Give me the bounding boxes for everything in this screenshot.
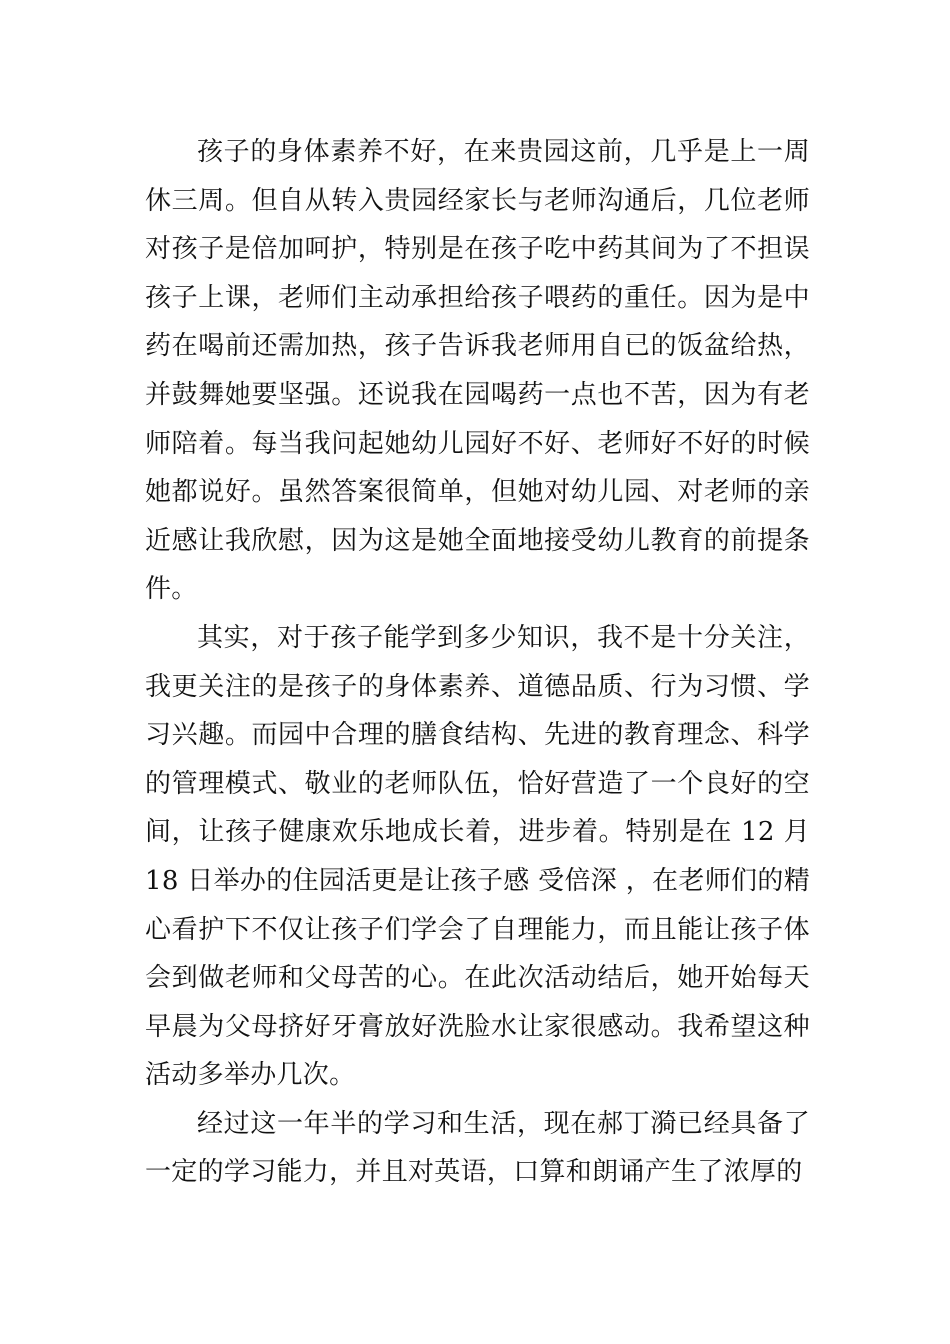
paragraph-3: 经过这一年半的学习和生活，现在郝丁漪已经具备了一定的学习能力，并且对英语，口算和朗诵产生了浓厚的 (145, 1108, 810, 1188)
document-body (145, 128, 810, 1197)
paragraph-2: 其实，对于孩子能学到多少知识，我不是十分关注，我更关注的是孩子的身体素养、道德品质、行为习惯、学习兴趣。而园中合理的膳食结构、先进的教育理念、科学的管理模式、敬业的老师队伍，恰好营造了一个良好的空间，让孩子健康欢乐地成长着，进步着。特别是在 12 月 18 日举办的住园活更是让孩子感 受倍深 ，在老师们的精心看护下不仅让孩子们学会了自理能力，而且能让孩子体会到做老师和父母苦的心。在此次活动结后，她开始每天早晨为父母挤好牙膏放好洗脸水让家很感动。我希望这种活动多举办几次。 (145, 622, 810, 1091)
paragraph-1: 孩子的身体素养不好，在来贵园这前，几乎是上一周休三周。但自从转入贵园经家长与老师沟通后，几位老师对孩子是倍加呵护，特别是在孩子吃中药其间为了不担误孩子上课，老师们主动承担给孩子喂药的重任。因为是中药在喝前还需加热，孩子告诉我老师用自已的饭盆给热，并鼓舞她要坚强。还说我在园喝药一点也不苦，因为有老师陪着。每当我问起她幼儿园好不好、老师好不好的时候她都说好。虽然答案很简单，但她对幼儿园、对老师的亲近感让我欣慰，因为这是她全面地接受幼儿教育的前提条件。 (145, 137, 810, 605)
